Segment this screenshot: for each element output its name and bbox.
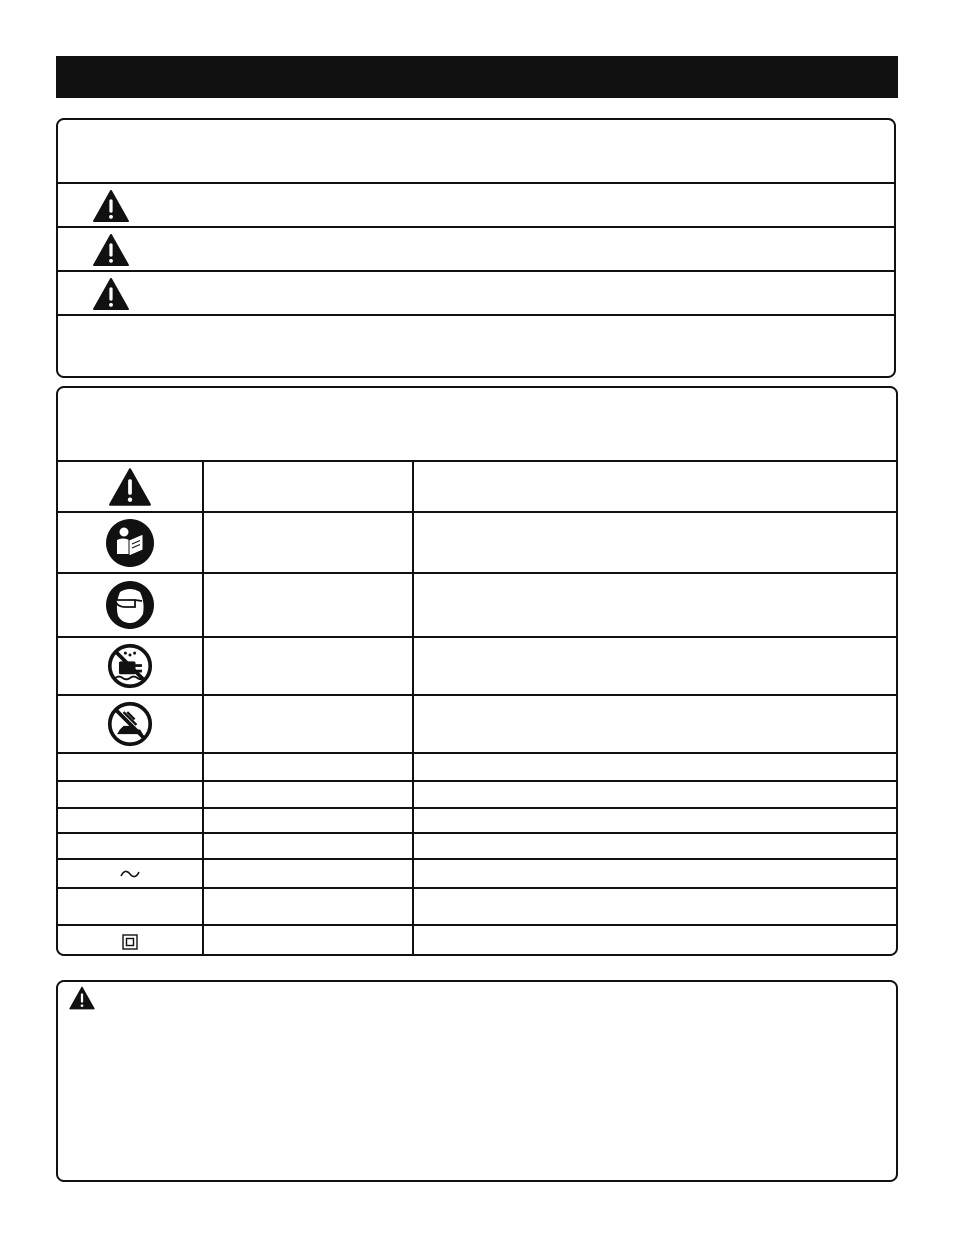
symbol-cell — [58, 888, 203, 925]
eye-protection-icon — [105, 580, 155, 630]
symbol-meaning — [413, 859, 896, 888]
symbol-name — [203, 888, 413, 925]
symbol-cell — [58, 808, 203, 833]
symbols-box — [56, 386, 898, 956]
table-row — [58, 925, 896, 956]
warning-triangle-icon — [92, 277, 130, 311]
table-row — [58, 637, 896, 695]
table-row — [58, 781, 896, 808]
symbol-meaning — [413, 573, 896, 637]
symbols-intro — [58, 388, 896, 462]
no-hands-icon — [107, 701, 153, 747]
symbol-cell — [58, 781, 203, 808]
symbol-meaning — [413, 637, 896, 695]
signal-words-note — [58, 316, 894, 378]
symbol-cell — [58, 462, 203, 512]
symbol-meaning — [413, 512, 896, 573]
symbol-cell — [58, 695, 203, 753]
warning-triangle-icon — [108, 467, 152, 507]
table-row — [58, 512, 896, 573]
warning-box — [56, 980, 898, 1182]
table-row — [58, 833, 896, 859]
symbol-name — [203, 753, 413, 781]
symbol-name — [203, 637, 413, 695]
warning-triangle-icon — [68, 986, 96, 1010]
table-row — [58, 695, 896, 753]
symbol-name — [203, 781, 413, 808]
symbol-meaning — [413, 833, 896, 859]
symbol-name — [203, 695, 413, 753]
symbol-cell — [58, 573, 203, 637]
symbol-name — [203, 925, 413, 956]
symbol-meaning — [413, 925, 896, 956]
symbols-table — [58, 462, 896, 956]
symbol-name — [203, 808, 413, 833]
symbol-cell — [58, 753, 203, 781]
table-row — [58, 462, 896, 512]
symbol-meaning — [413, 888, 896, 925]
symbol-meaning — [413, 808, 896, 833]
symbol-name — [203, 512, 413, 573]
signal-row-warning — [58, 228, 894, 272]
signal-row-danger — [58, 184, 894, 228]
warning-triangle-icon — [92, 233, 130, 267]
no-wet-conditions-icon — [107, 643, 153, 689]
symbol-cell — [58, 512, 203, 573]
table-row — [58, 808, 896, 833]
symbol-meaning — [413, 753, 896, 781]
alternating-current-icon — [119, 867, 141, 881]
symbol-meaning — [413, 462, 896, 512]
symbol-name — [203, 859, 413, 888]
table-row — [58, 888, 896, 925]
symbol-meaning — [413, 781, 896, 808]
read-manual-icon — [105, 518, 155, 568]
symbol-name — [203, 833, 413, 859]
symbol-cell — [58, 925, 203, 956]
warning-triangle-icon — [92, 189, 130, 223]
signal-words-intro — [58, 120, 894, 184]
section-header-bar — [56, 56, 898, 98]
signal-row-caution — [58, 272, 894, 316]
signal-words-box — [56, 118, 896, 378]
symbol-meaning — [413, 695, 896, 753]
symbol-cell — [58, 637, 203, 695]
table-row — [58, 573, 896, 637]
symbol-cell — [58, 859, 203, 888]
symbol-name — [203, 573, 413, 637]
symbol-cell — [58, 833, 203, 859]
symbol-name — [203, 462, 413, 512]
table-row — [58, 859, 896, 888]
table-row — [58, 753, 896, 781]
double-insulated-icon — [122, 934, 138, 950]
